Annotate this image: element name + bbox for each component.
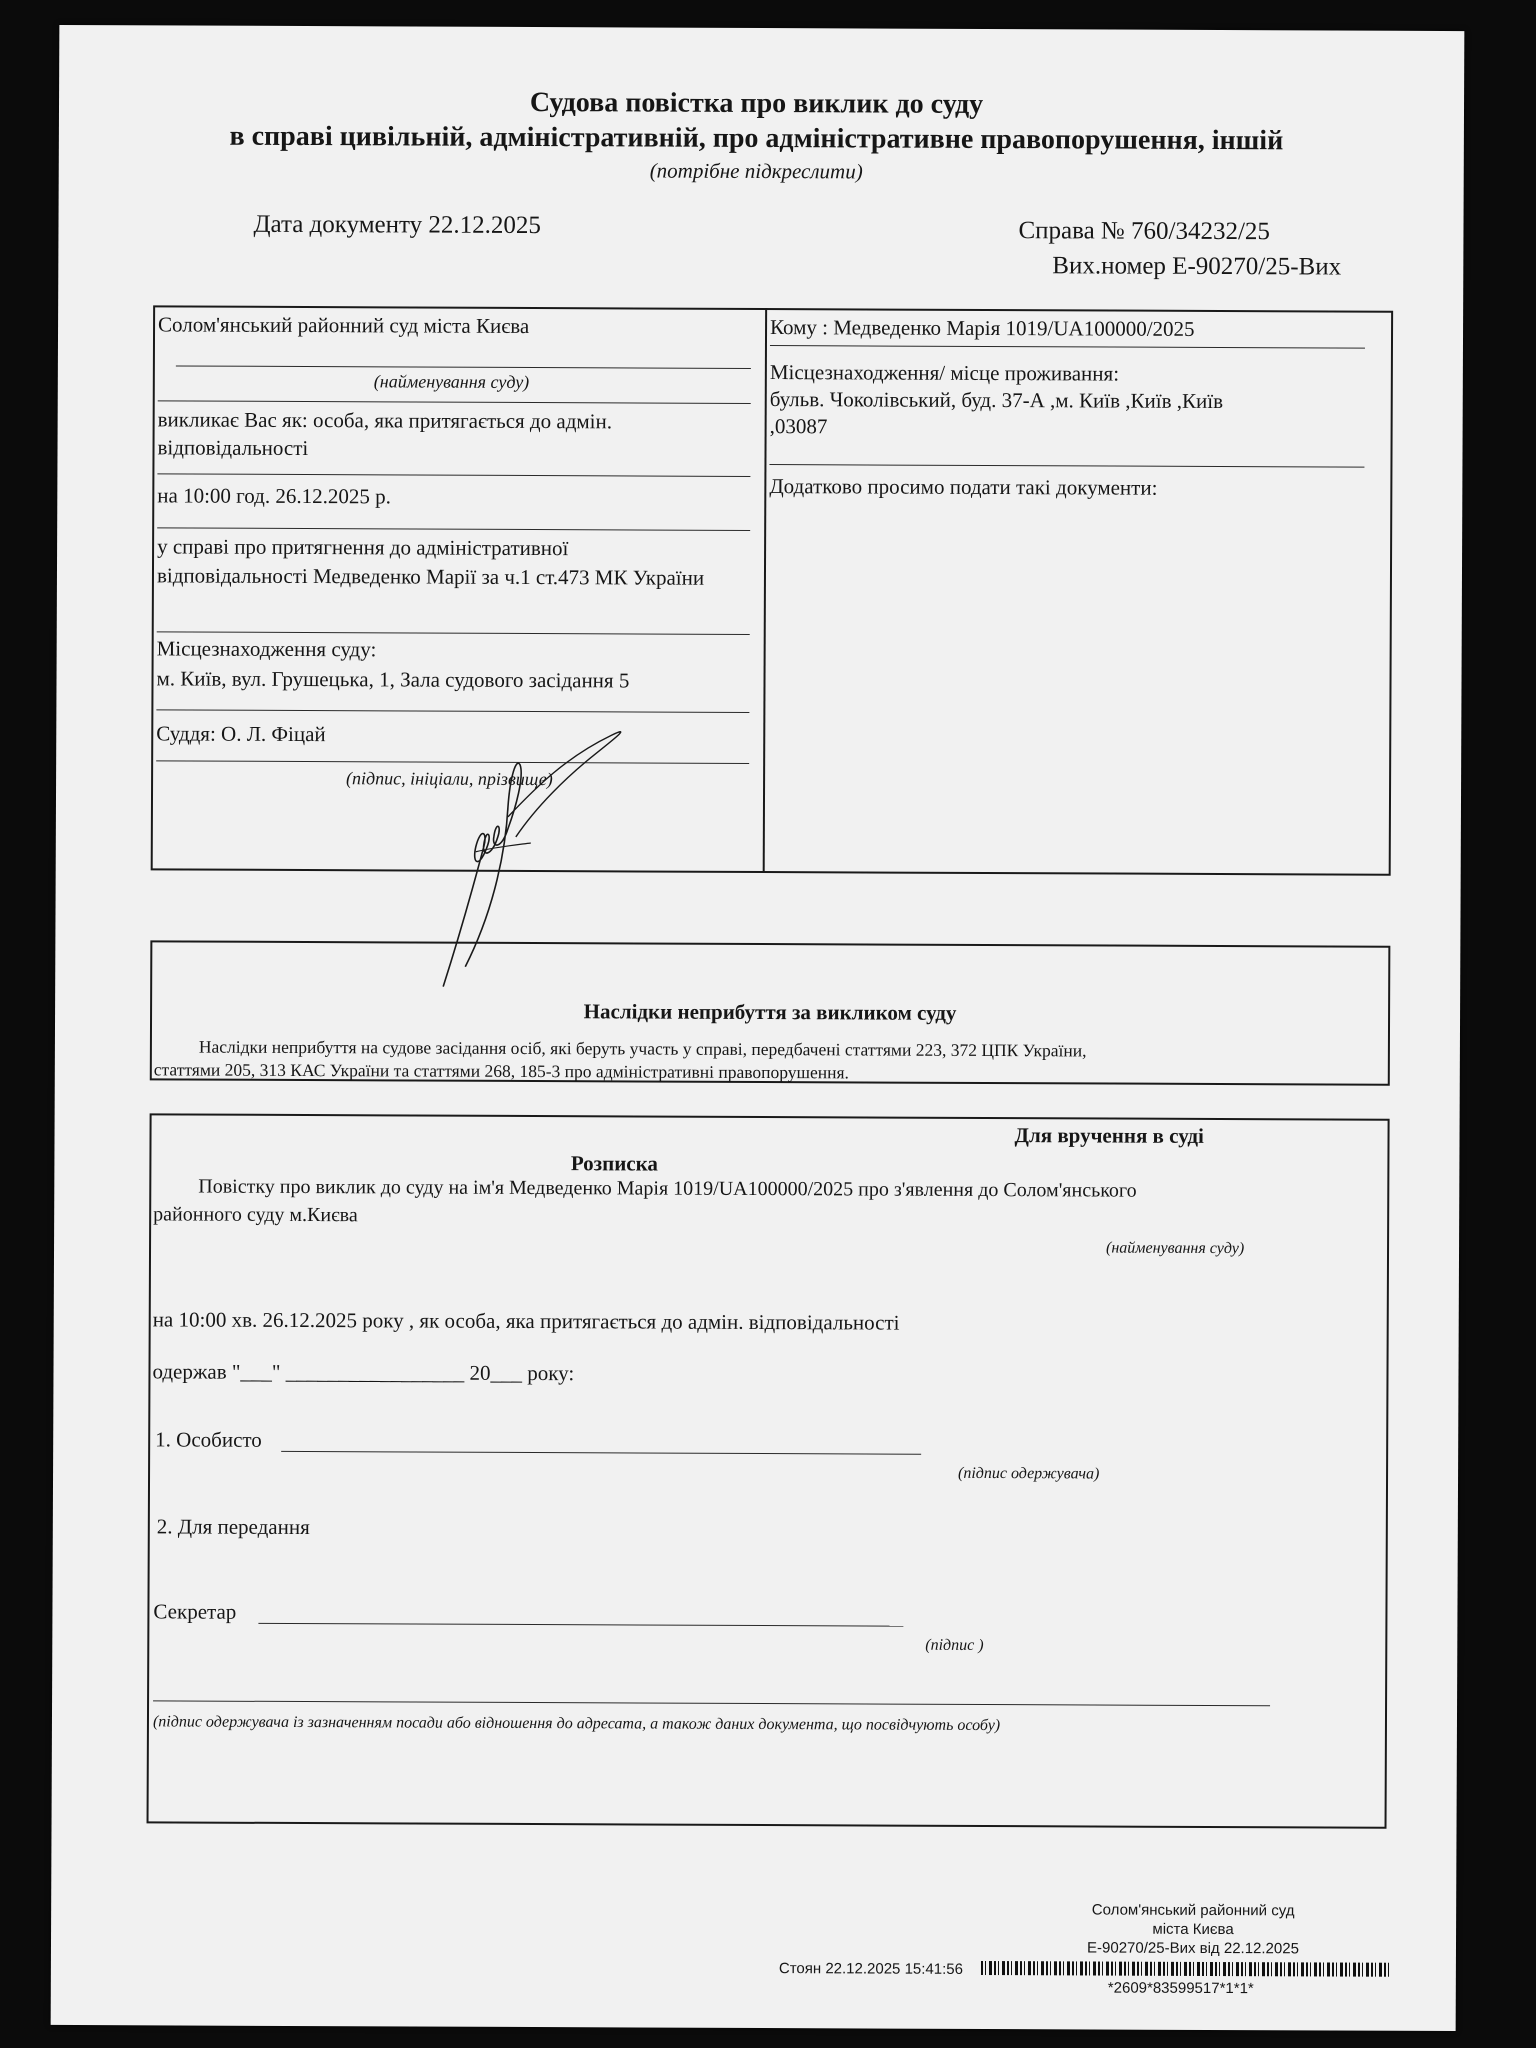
for-transfer-label: 2. Для передання xyxy=(156,1514,310,1540)
receipt-court-caption: (найменування суду) xyxy=(1106,1239,1245,1258)
receipt-line1: Повістку про виклик до суду на ім'я Медведенко Марія 1019/UA100000/2025 про з'явлення до Солом'янського xyxy=(198,1175,1137,1202)
signature-caption: (підпис, ініціали, прізвище) xyxy=(346,768,553,790)
document-title: Судова повістка про виклик до суду xyxy=(529,86,984,120)
recipient: Кому : Медведенко Марія 1019/UA100000/2025 xyxy=(770,315,1195,341)
secretary-label: Секретар xyxy=(153,1599,237,1624)
receipt-title: Розписка xyxy=(570,1151,658,1176)
court-name: Солом'янський районний суд міста Києва xyxy=(158,312,530,338)
personally-label: 1. Особисто xyxy=(155,1427,262,1452)
underline-note: (потрібне підкреслити) xyxy=(649,158,863,184)
consequences-title: Наслідки неприбуття за викликом суду xyxy=(583,999,957,1025)
stamp-operator-time: Стоян 22.12.2025 15:41:56 xyxy=(778,1960,964,1978)
court-location-label: Місцезнаходження суду: xyxy=(156,636,377,662)
outgoing-number: Вих.номер Е-90270/25-Вих xyxy=(1052,252,1342,281)
recipient-address-line2: ,03087 xyxy=(769,414,828,439)
received-date-line: одержав "___" _________________ 20___ року: xyxy=(152,1359,575,1386)
judge-name: Суддя: О. Л. Фіцай xyxy=(156,721,326,747)
receipt-time-line: на 10:00 хв. 26.12.2025 року , як особа, яка притягається до адмін. відповідальності xyxy=(152,1307,900,1335)
bottom-caption: (підпис одержувача із зазначенням посади або відношення до адресата, а також даних документа, що посвідчують особу) xyxy=(152,1713,1001,1735)
document-subtitle: в справі цивільній, адміністративній, про адміністративне правопорушення, іншій xyxy=(229,120,1284,157)
recipient-address-line1: бульв. Чоколівський, буд. 37-А ,м. Київ ,Київ ,Київ xyxy=(769,387,1224,414)
case-subject: у справі про притягнення до адміністративної відповідальності Медведенко Марії за ч.1 ст.473 МК України xyxy=(156,534,705,590)
secretary-sign-caption: (підпис ) xyxy=(925,1636,984,1654)
summons-page xyxy=(51,25,1465,2031)
barcode-text: *2609*83599517*1*1* xyxy=(1107,1979,1254,1998)
recipient-sign-caption: (підпис одержувача) xyxy=(958,1464,1100,1483)
case-number: Справа № 760/34232/25 xyxy=(1018,217,1271,246)
receipt-line2: районного суду м.Києва xyxy=(153,1203,358,1227)
consequences-text-line1: Наслідки неприбуття на судове засідання осіб, які беруть участь у справі, передбачені статтями 223, 372 ЦПК України, xyxy=(198,1036,1087,1061)
stamp-reg-number: Е-90270/25-Вих від 22.12.2025 xyxy=(1086,1939,1299,1958)
document-date: Дата документу 22.12.2025 xyxy=(253,210,541,240)
stamp-court-line1: Солом'янський районний суд xyxy=(1091,1901,1295,1920)
stamp-court-line2: міста Києва xyxy=(1152,1920,1234,1939)
extra-documents: Додатково просимо подати такі документи: xyxy=(769,474,1158,500)
barcode xyxy=(981,1961,1391,1977)
for-court-delivery: Для вручення в суді xyxy=(1014,1123,1204,1148)
court-name-caption: (найменування суду) xyxy=(373,371,530,392)
hearing-time: на 10:00 год. 26.12.2025 р. xyxy=(157,483,391,509)
court-location: м. Київ, вул. Грушецька, 1, Зала судового засідання 5 xyxy=(156,666,630,693)
recipient-location-label: Місцезнаходження/ місце проживання: xyxy=(769,360,1120,386)
summons-role: викликає Вас як: особа, яка притягається до адмін. відповідальності xyxy=(157,407,613,461)
consequences-text-line2: статтями 205, 313 КАС України та статтями 268, 185-3 про адміністративні правопорушення. xyxy=(153,1059,849,1083)
